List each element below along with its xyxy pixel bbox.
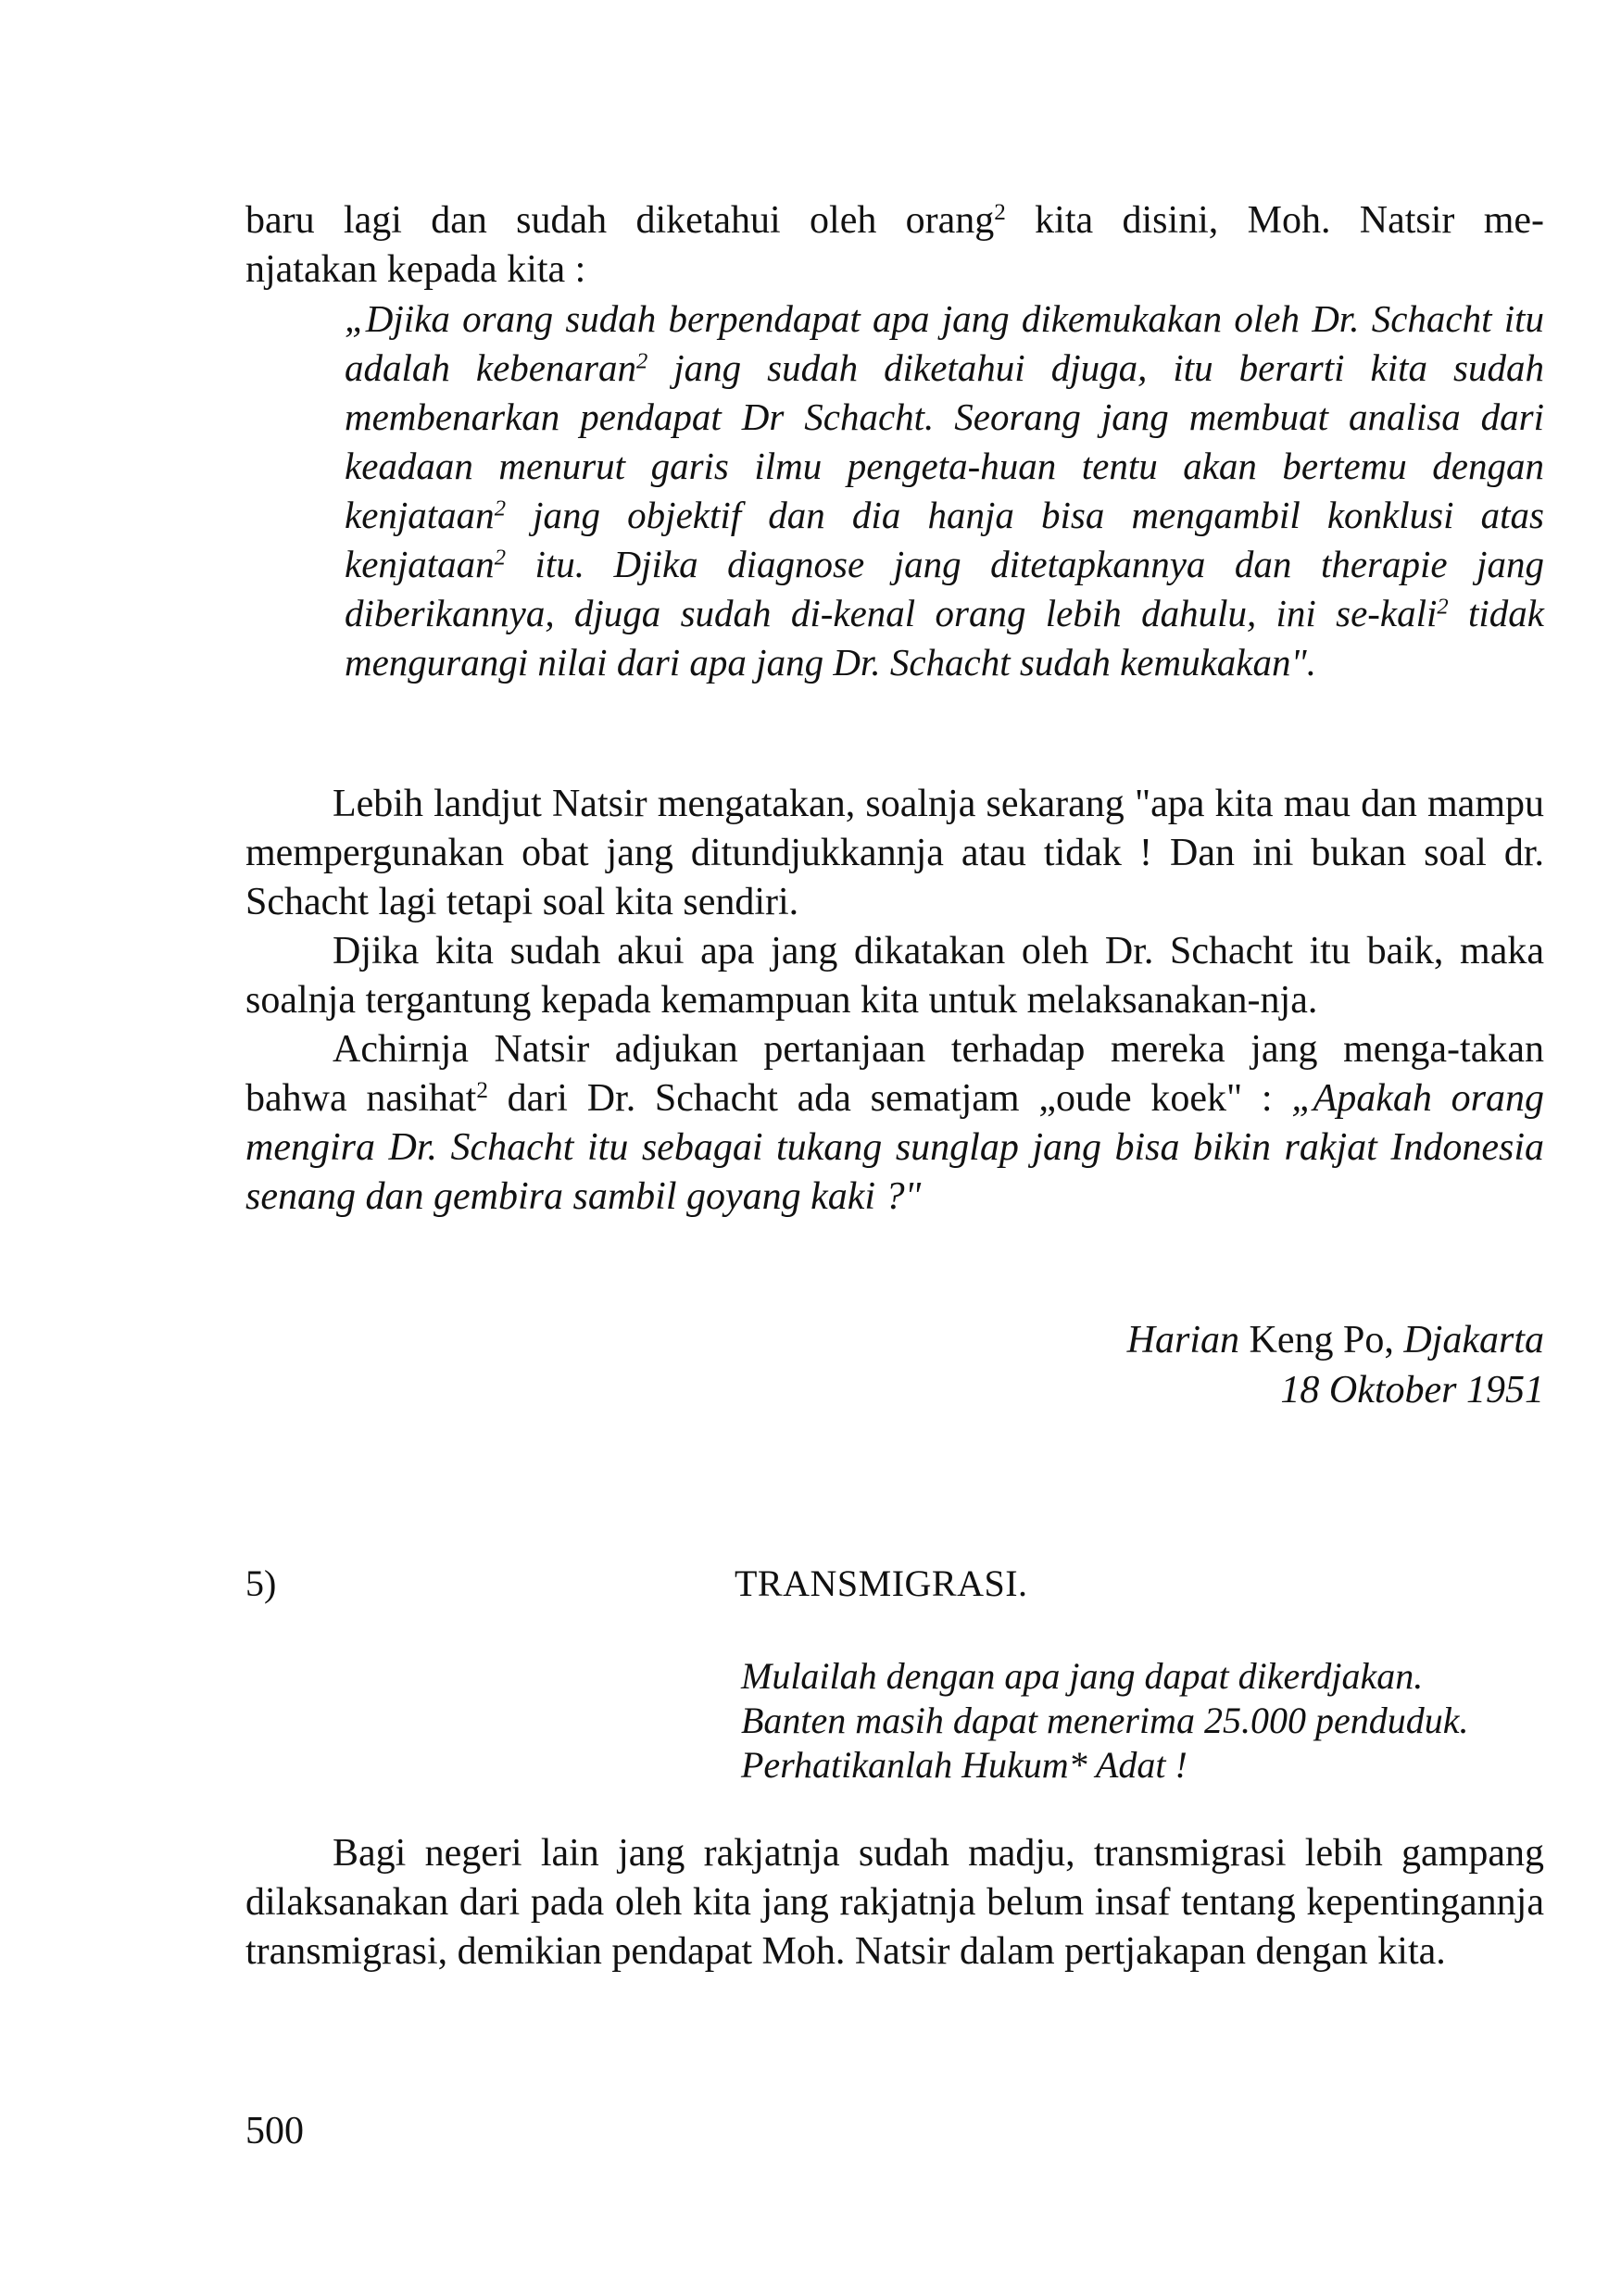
paragraph-3 bbox=[245, 1025, 1544, 1222]
superscript-2: 2 bbox=[494, 496, 506, 521]
quote-text-2: jang sudah diketahui djuga, itu berarti kita sudah membenarkan pendapat Dr Schacht. Seorang jang membuat analisa dari keadaan menurut garis ilmu pengeta-huan tentu akan bertemu dengan kenjataan bbox=[345, 346, 1544, 536]
section-motto bbox=[741, 1654, 1468, 1788]
superscript-2: 2 bbox=[994, 200, 1006, 226]
intro-line-2: njatakan kepada kita : bbox=[245, 248, 586, 291]
superscript-2: 2 bbox=[494, 545, 506, 571]
intro-line-1 bbox=[245, 196, 1544, 245]
superscript-2: 2 bbox=[1437, 594, 1449, 620]
section-paragraph-1: Bagi negeri lain jang rakjatnja sudah madju, transmigrasi lebih gampang dilaksanakan dari pada oleh kita jang rakjatnja belum insaf tentang kepentingannja transmigrasi, demikian pendapat Moh. Natsir dalam pertjakapan dengan kita. bbox=[245, 1832, 1544, 1973]
source-paper: Keng Po, bbox=[1249, 1319, 1394, 1361]
section-body bbox=[245, 1829, 1544, 1976]
source-city: Djakarta bbox=[1403, 1319, 1544, 1361]
source-harian: Harian bbox=[1126, 1319, 1239, 1361]
superscript-2: 2 bbox=[635, 348, 648, 374]
source-line-1 bbox=[1127, 1315, 1544, 1365]
source-date: 18 Oktober 1951 bbox=[1280, 1369, 1544, 1411]
paragraph-1: Lebih landjut Natsir mengatakan, soalnja sekarang "apa kita mau dan mampu mempergunakan obat jang ditundjukkannja atau tidak ! Dan ini bukan soal dr. Schacht lagi tetapi soal kita sendiri. bbox=[245, 783, 1544, 923]
paragraph-3-italic-quote: „Apakah orang mengira Dr. Schacht itu sebagai tukang sunglap jang bisa bikin rakjat Indonesia senang dan gembira sambil goyang kaki ?" bbox=[245, 1077, 1545, 1218]
block-quote bbox=[345, 295, 1544, 687]
motto-line-3: Perhatikanlah Hukum* Adat ! bbox=[741, 1744, 1187, 1786]
page-number: 500 bbox=[245, 2110, 304, 2152]
body-paragraphs bbox=[245, 780, 1544, 1222]
section-number: 5) bbox=[245, 1562, 277, 1604]
motto-line-1: Mulailah dengan apa jang dapat dikerdjakan. bbox=[741, 1655, 1424, 1697]
paragraph-2: Djika kita sudah akui apa jang dikatakan oleh Dr. Schacht itu baik, maka soalnja tergantung kepada kemampuan kita untuk melaksanakan-nja. bbox=[245, 930, 1544, 1022]
quote-text-4: itu. Djika diagnose jang ditetapkannya dan therapie jang diberikannya, djuga sudah di-kenal orang lebih dahulu, ini se-kali bbox=[345, 543, 1544, 634]
quote-text-5: tidak mengurangi nilai dari apa jang Dr. Schacht sudah kemukakan". bbox=[345, 592, 1544, 684]
intro-text-a: baru lagi dan sudah diketahui oleh orang bbox=[245, 199, 995, 242]
motto-line-2: Banten masih dapat menerima 25.000 penduduk. bbox=[741, 1700, 1469, 1741]
section-title: TRANSMIGRASI. bbox=[735, 1562, 1028, 1604]
superscript-2: 2 bbox=[476, 1078, 488, 1104]
quote-text-1: „Djika orang sudah berpendapat apa jang dikemukakan oleh Dr. Schacht itu adalah kebenaran bbox=[345, 297, 1544, 389]
paragraph-3-text-b: dari Dr. Schacht ada sematjam „oude koek" : bbox=[487, 1077, 1292, 1120]
source-attribution bbox=[1127, 1315, 1544, 1415]
intro-paragraph bbox=[245, 196, 1544, 295]
paragraph-3-text-a: Achirnja Natsir adjukan pertanjaan terhadap mereka jang menga-takan bahwa nasihat bbox=[245, 1028, 1544, 1120]
quote-text-3: jang objektif dan dia hanja bisa mengambil konklusi atas kenjataan bbox=[345, 494, 1544, 585]
intro-text-b: kita disini, Moh. Natsir me- bbox=[1005, 199, 1544, 242]
